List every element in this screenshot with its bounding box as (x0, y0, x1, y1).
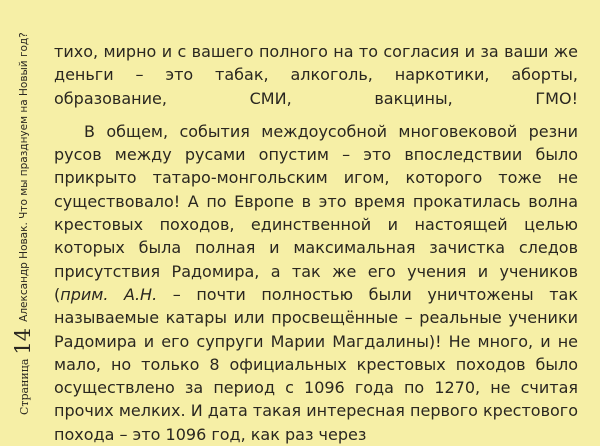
page-number: 14 (11, 327, 35, 355)
paragraph (54, 120, 578, 446)
body-text (54, 40, 578, 446)
paragraph-text: В общем, события междоусобной многовековой резни русов между русами опустим – это впоследствии было прикрыто татаро-монгольским игом, которого тоже не существовало! А по Европе в это время прокатилась волна крестовых походов, единственной и настоящей целью которых была полная и максимальная зачистка следов присутствия Радомира, а так же его учения и учеников ( (54, 121, 578, 304)
paragraph-text-cont: – почти полностью были уничтожены так называемые катары или просвещённые – реальные ученики Радомира и его супруги Марии Магдалины)! Не много, и не мало, но только 8 официальных крестовых походов было осуществлено за период с 1096 года по 1270, не считая прочих мелких. И дата такая интересная первого крестового похода – это 1096 год, как раз через (54, 284, 578, 444)
editor-note: прим. А.Н. (60, 284, 158, 304)
page-label: Страница (17, 358, 31, 415)
page-sidebar (4, 4, 44, 419)
paragraph-continued: тихо, мирно и с вашего полного на то согласия и за ваши же деньги – это табак, алкоголь, наркотики, аборты, образование, СМИ, вакцины, ГМО! (54, 42, 578, 108)
running-title: Александр Новак. Что мы празднуем на Новый год? (18, 32, 30, 322)
sidebar-rotated (4, 4, 44, 419)
